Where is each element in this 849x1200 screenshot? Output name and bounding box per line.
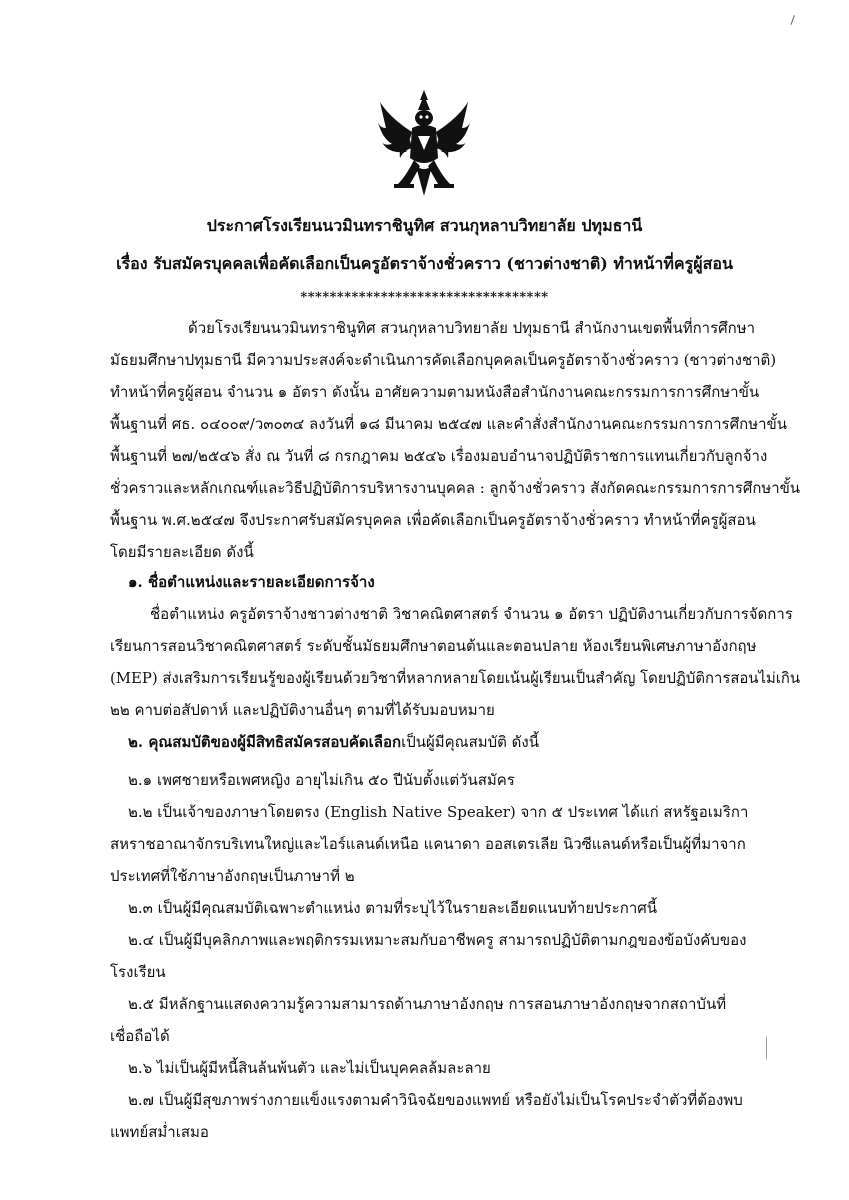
qualification-item: ๒.๔ เป็นผู้มีบุคลิกภาพและพฤติกรรมเหมาะสมกับอาชีพครู สามารถปฏิบัติตามกฎของข้อบังคับของ — [128, 931, 747, 949]
garuda-emblem-icon — [376, 88, 472, 200]
section-1-heading: ๑. ชื่อตำแหน่งและรายละเอียดการจ้าง — [128, 573, 375, 591]
qualification-item: ๒.๖ ไม่เป็นผู้มีหนี้สินล้นพ้นตัว และไม่เป็นบุคคลล้มละลาย — [128, 1059, 491, 1077]
section-1-line: (MEP) ส่งเสริมการเรียนรู้ของผู้เรียนด้วยวิชาที่หลากหลายโดยเน้นผู้เรียนเป็นสำคัญ โดยปฏิบัติการสอนไม่เกิน — [110, 669, 800, 687]
qualification-item-cont: เชื่อถือได้ — [110, 1027, 170, 1045]
section-1-line: เรียนการสอนวิชาคณิตศาสตร์ ระดับชั้นมัธยมศึกษาตอนต้นและตอนปลาย ห้องเรียนพิเศษภาษาอังกฤษ — [110, 637, 757, 655]
qualification-item: ๒.๓ เป็นผู้มีคุณสมบัติเฉพาะตำแหน่ง ตามที่ระบุไว้ในรายละเอียดแนบท้ายประกาศนี้ — [128, 899, 658, 917]
intro-line: ทำหน้าที่ครูผู้สอน จำนวน ๑ อัตรา ดังนั้น อาศัยความตามหนังสือสำนักงานคณะกรรมการการศึกษาขั้น — [110, 383, 760, 401]
qualification-item: ๒.๗ เป็นผู้มีสุขภาพร่างกายแข็งแรงตามคำวินิจฉัยของแพทย์ หรือยังไม่เป็นโรคประจำตัวที่ต้องพบ — [128, 1091, 743, 1109]
qualification-item-cont: โรงเรียน — [110, 963, 166, 981]
intro-line: ชั่วคราวและหลักเกณฑ์และวิธีปฏิบัติการบริหารงานบุคคล : ลูกจ้างชั่วคราว สังกัดคณะกรรมการการศึกษาขั้น — [110, 479, 801, 497]
qualification-item: ๒.๒ เป็นเจ้าของภาษาโดยตรง (English Native Speaker) จาก ๕ ประเทศ ได้แก่ สหรัฐอเมริกา — [128, 803, 749, 821]
announcement-subject: เรื่อง รับสมัครบุคคลเพื่อคัดเลือกเป็นครูอัตราจ้างชั่วคราว (ชาวต่างชาติ) ทำหน้าที่ครูผู้สอน — [116, 254, 733, 273]
section-1-line: ๒๒ คาบต่อสัปดาห์ และปฏิบัติงานอื่นๆ ตามที่ได้รับมอบหมาย — [110, 701, 495, 719]
intro-line: โดยมีรายละเอียด ดังนี้ — [110, 543, 254, 561]
announcement-title: ประกาศโรงเรียนนวมินทราชินูทิศ สวนกุหลาบวิทยาลัย ปทุมธานี — [206, 216, 643, 235]
section-2-heading — [128, 732, 539, 752]
separator-line: ********************************** — [300, 290, 549, 305]
section-2-heading-bold: ๒. คุณสมบัติของผู้มีสิทธิสมัครสอบคัดเลือก — [128, 733, 402, 751]
intro-line: พื้นฐานที่ ศธ. ๐๔๐๐๙/ว๓๐๓๔ ลงวันที่ ๑๘ มีนาคม ๒๕๔๗ และคำสั่งสำนักงานคณะกรรมการการศึกษาขั้น — [110, 415, 788, 433]
scan-mark — [791, 15, 801, 27]
qualification-item: ๒.๑ เพศชายหรือเพศหญิง อายุไม่เกิน ๕๐ ปีนับตั้งแต่วันสมัคร — [128, 771, 515, 789]
qualification-item-cont: สหราชอาณาจักรบริเทนใหญ่และไอร์แลนด์เหนือ แคนาดา ออสเตรเลีย นิวซีแลนด์หรือเป็นผู้ที่มาจาก — [110, 835, 746, 853]
intro-line: ด้วยโรงเรียนนวมินทราชินูทิศ สวนกุหลาบวิทยาลัย ปทุมธานี สำนักงานเขตพื้นที่การศึกษา — [188, 319, 756, 337]
section-1-line: ชื่อตำแหน่ง ครูอัตราจ้างชาวต่างชาติ วิชาคณิตศาสตร์ จำนวน ๑ อัตรา ปฏิบัติงานเกี่ยวกับการจัดการ — [150, 605, 793, 623]
qualification-item: ๒.๕ มีหลักฐานแสดงความรู้ความสามารถด้านภาษาอังกฤษ การสอนภาษาอังกฤษจากสถาบันที่ — [128, 995, 727, 1013]
intro-line: พื้นฐาน พ.ศ.๒๕๔๗ จึงประกาศรับสมัครบุคคล เพื่อคัดเลือกเป็นครูอัตราจ้างชั่วคราว ทำหน้าที่ครูผู้สอน — [110, 511, 756, 529]
qualification-item-cont: ประเทศที่ใช้ภาษาอังกฤษเป็นภาษาที่ ๒ — [110, 867, 355, 885]
section-2-heading-rest: เป็นผู้มีคุณสมบัติ ดังนี้ — [401, 733, 539, 751]
margin-mark — [766, 1037, 767, 1059]
intro-line: พื้นฐานที่ ๒๗/๒๕๔๖ สั่ง ณ วันที่ ๘ กรกฎาคม ๒๕๔๖ เรื่องมอบอำนาจปฏิบัติราชการแทนเกี่ยวกับลูกจ้าง — [110, 447, 768, 465]
intro-line: มัธยมศึกษาปทุมธานี มีความประสงค์จะดำเนินการคัดเลือกบุคคลเป็นครูอัตราจ้างชั่วคราว (ชาวต่างชาติ) — [110, 351, 777, 369]
qualification-item-cont: แพทย์สม่ำเสมอ — [110, 1123, 209, 1141]
